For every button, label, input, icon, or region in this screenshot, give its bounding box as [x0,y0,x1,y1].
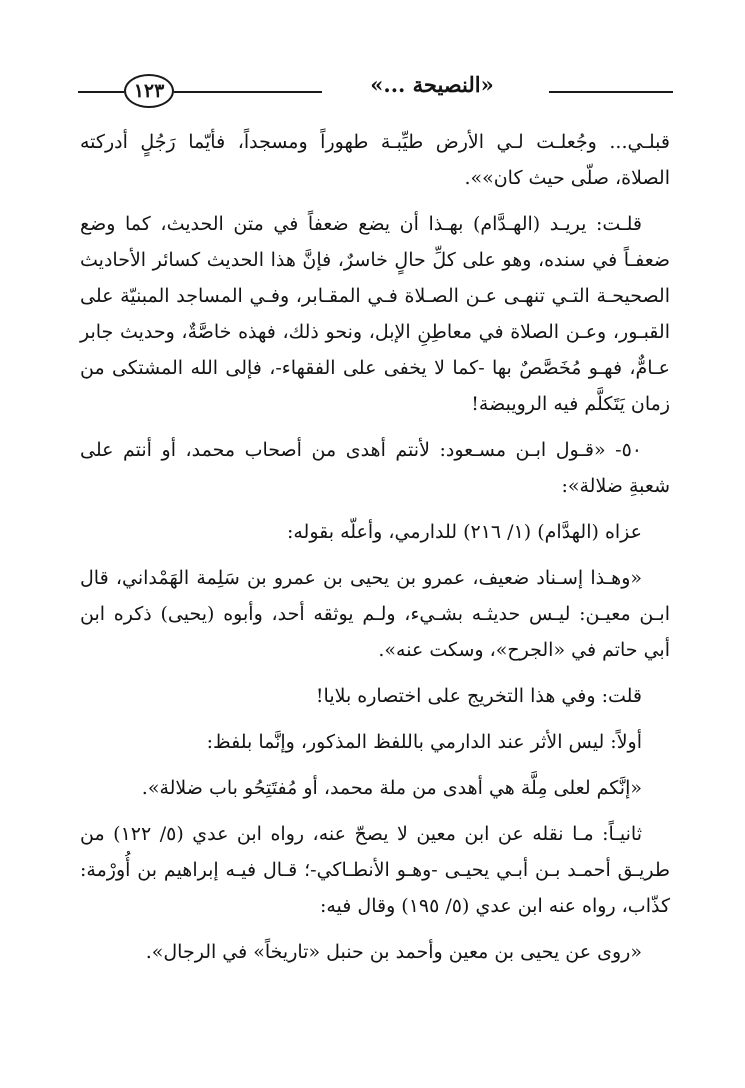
paragraph-quoted-criticism: «وهـذا إسـناد ضعيف، عمرو بن يحيى بن عمرو بن سَلِمة الهَمْداني، قال ابـن معيـن: ليـس حديثـه بشـيء، ولـم يوثقه أحد، وأبوه (يحيى) ذكره ابن أبي حاتم في «الجرح»، وسكت عنه». [80,567,670,661]
header-rule-right [549,91,673,93]
paragraph-author-remark: قلت: وفي هذا التخريج على اختصاره بلايا! [315,685,642,707]
running-header [78,68,673,108]
page-number: ١٢٣ [124,74,174,108]
paragraph-first-point: أولاً: ليس الأثر عند الدارمي باللفظ المذكور، وإنَّما بلفظ: [206,731,642,753]
body-text [80,124,670,980]
header-rule-left [78,91,124,93]
paragraph-item-50-heading: ٥٠- «قـول ابـن مسـعود: لأنتم أهدى من أصحاب محمد، أو أنتم على شعبةِ ضلالة»: [80,439,670,497]
paragraph-quoted-wording: «إنَّكم لعلى مِلَّة هي أهدى من ملة محمد، أو مُفتَتِحُو باب ضلالة». [141,777,642,799]
header-rule-middle [174,91,322,93]
paragraph-hadith-continuation: قبلـي... وجُعلـت لـي الأرض طيِّبـة طهوراً ومسجداً، فأيّما رَجُلٍ أدركته الصلاة، صلّى حيث كان»». [80,131,670,189]
paragraph-author-commentary: قلـت: يريـد (الهـدَّام) بهـذا أن يضع ضعفاً في متن الحديث، كما وضع ضعفـاً في سنده، وهو على كلِّ حالٍ خاسرٌ، فإنَّ هذا الحديث كسائر الأحاديث الصحيحـة التـي تنهـى عـن الصـلاة فـي المقـابر، وفـي المساجد المبنيّة على القبـور، وعـن الصلاة في معاطِنِ الإبل، ونحو ذلك، فهذه خاصَّةٌ، وحديث جابر عـامٌّ، فهـو مُخَصَّصٌ بها -كما لا يخفى على الفقهاء-، فإلى الله المشتكى من زمان يَتَكلَّم فيه الرويبضة! [80,213,670,415]
paragraph-attribution: عزاه (الهدَّام) (١/ ٢١٦) للدارمي، وأعلّه بقوله: [286,521,642,543]
running-title: «النصيحة ...» [370,72,494,97]
paragraph-second-point: ثانيـاً: مـا نقله عن ابن معين لا يصحّ عنه، رواه ابن عدي (٥/ ١٢٢) من طريـق أحمـد بـن أبـي يحيـى -وهـو الأنطـاكي-؛ قـال فيـه إبراهيم بن أُورْمة: كذّاب، رواه عنه ابن عدي (٥/ ١٩٥) وقال فيه: [80,823,670,917]
paragraph-final-quote: «روى عن يحيى بن معين وأحمد بن حنبل «تاريخاً» في الرجال». [145,941,642,963]
